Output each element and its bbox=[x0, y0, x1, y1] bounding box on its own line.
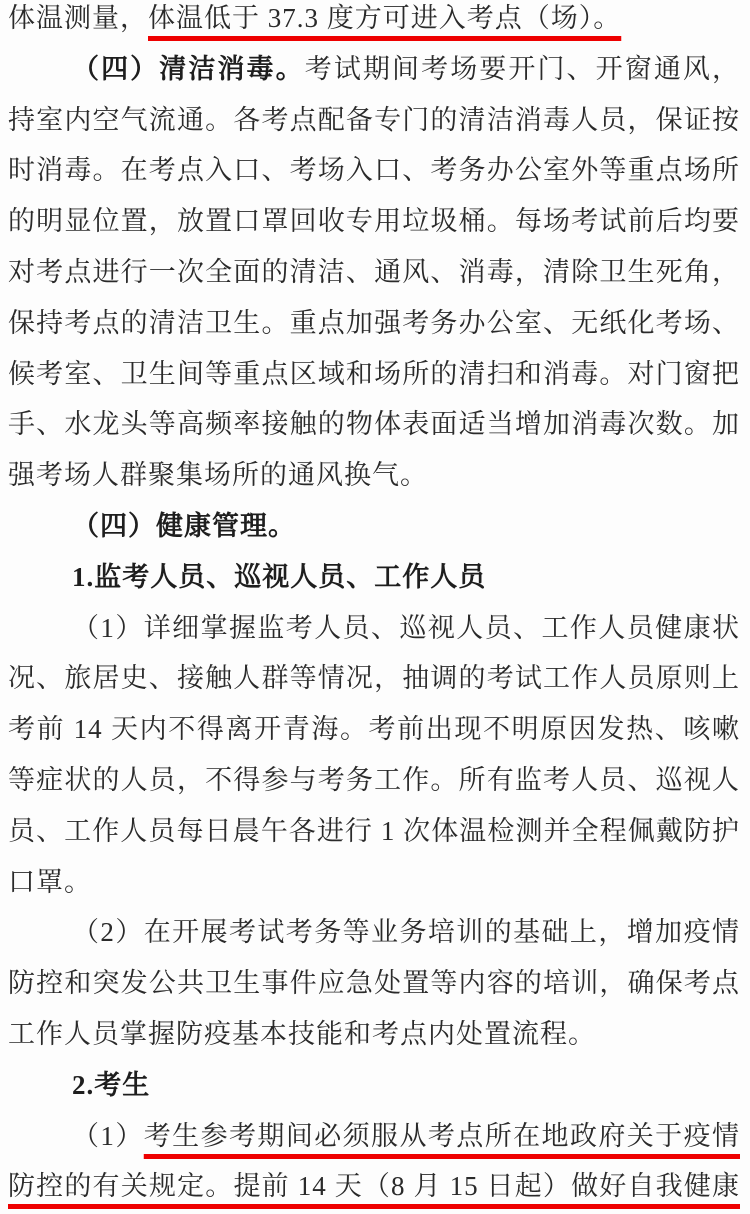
text-line bbox=[72, 1111, 740, 1161]
text-line bbox=[8, 95, 740, 145]
body-text: 对考点进行一次全面的清洁、通风、消毒，清除卫生死角， bbox=[8, 257, 740, 287]
body-text: 工作人员掌握防疫基本技能和考点内处置流程。 bbox=[8, 1019, 596, 1049]
body-text: 防控和突发公共卫生事件应急处置等内容的培训，确保考点 bbox=[8, 968, 740, 999]
text-line bbox=[72, 1060, 740, 1110]
text-line bbox=[8, 857, 740, 907]
text-line bbox=[8, 1161, 740, 1211]
text-line bbox=[8, 196, 740, 246]
text-line bbox=[8, 349, 740, 399]
text-line bbox=[8, 247, 740, 297]
text-line bbox=[8, 806, 740, 856]
body-text: 考前 14 天内不得离开青海。考前出现不明原因发热、咳嗽 bbox=[8, 714, 740, 745]
body-text: 员、工作人员每日晨午各进行 1 次体温检测并全程佩戴防护 bbox=[8, 815, 740, 846]
bold-heading-text: （四）健康管理。 bbox=[72, 511, 296, 541]
text-line bbox=[72, 552, 740, 602]
body-text: 持室内空气流通。各考点配备专门的清洁消毒人员，保证按 bbox=[8, 104, 740, 135]
body-text: 等症状的人员，不得参与考务工作。所有监考人员、巡视人 bbox=[8, 765, 740, 795]
text-line bbox=[72, 501, 740, 551]
text-line bbox=[8, 755, 740, 805]
body-text: 况、旅居史、接触人群等情况，抽调的考试工作人员原则上 bbox=[8, 663, 740, 694]
bold-heading-text: （四）清洁消毒。 bbox=[72, 53, 305, 84]
body-text: （1） bbox=[72, 1120, 144, 1151]
text-line bbox=[8, 704, 740, 754]
text-line bbox=[8, 450, 740, 500]
text-line bbox=[8, 298, 740, 348]
text-line bbox=[8, 399, 740, 449]
text-line bbox=[8, 0, 740, 43]
text-line bbox=[72, 44, 740, 94]
body-text: （1）详细掌握监考人员、巡视人员、工作人员健康状 bbox=[72, 612, 740, 643]
body-text: 候考室、卫生间等重点区域和场所的清扫和消毒。对门窗把 bbox=[8, 358, 740, 389]
red-underlined-text: 体温低于 37.3 度方可进入考点（场）。 bbox=[148, 3, 622, 33]
body-text: 强考场人群聚集场所的通风换气。 bbox=[8, 460, 428, 491]
red-underlined-text: 考生参考期间必须服从考点所在地政府关于疫情 bbox=[143, 1120, 740, 1151]
text-line bbox=[8, 145, 740, 195]
body-text: 考试期间考场要开门、开窗通风， bbox=[304, 53, 740, 84]
body-text: （2）在开展考试考务等业务培训的基础上，增加疫情 bbox=[72, 917, 740, 948]
body-text: 口罩。 bbox=[8, 866, 92, 897]
text-line bbox=[8, 958, 740, 1008]
body-text: 的明显位置，放置口罩回收专用垃圾桶。每场考试前后均要 bbox=[8, 206, 740, 237]
text-line bbox=[8, 653, 740, 703]
body-text: 时消毒。在考点入口、考场入口、考务办公室外等重点场所 bbox=[8, 155, 740, 186]
text-line bbox=[72, 603, 740, 653]
body-text: 手、水龙头等高频率接触的物体表面适当增加消毒次数。加 bbox=[8, 409, 740, 440]
body-text: 体温测量， bbox=[8, 3, 148, 33]
text-line bbox=[72, 907, 740, 957]
bold-heading-text: 2.考生 bbox=[72, 1069, 151, 1100]
bold-heading-text: 1.监考人员、巡视人员、工作人员 bbox=[72, 561, 487, 592]
red-underlined-text: 防控的有关规定。提前 14 天（8 月 15 日起）做好自我健康 bbox=[8, 1171, 740, 1202]
text-line bbox=[8, 1009, 740, 1059]
body-text: 保持考点的清洁卫生。重点加强考务办公室、无纸化考场、 bbox=[8, 307, 740, 338]
